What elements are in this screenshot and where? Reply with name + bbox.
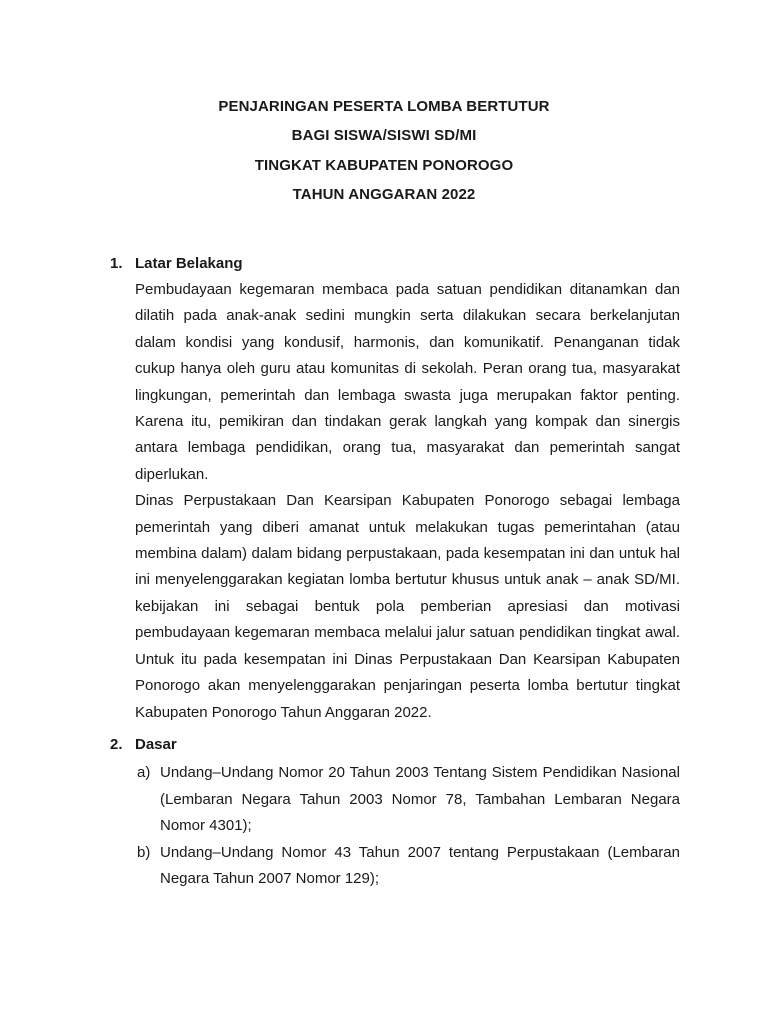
document-title	[0, 92, 768, 209]
section-heading-text: Dasar	[135, 736, 177, 753]
section-heading	[110, 250, 680, 277]
section-number: 2.	[110, 736, 123, 753]
title-line-4: TAHUN ANGGARAN 2022	[292, 185, 476, 203]
list-marker: b)	[137, 843, 151, 861]
title-line-1: PENJARINGAN PESERTA LOMBA BERTUTUR	[218, 98, 550, 115]
section-number: 1.	[110, 255, 123, 272]
list-item-text: Undang–Undang Nomor 20 Tahun 2003 Tentang Sistem Pendidikan Nasional (Lembaran Negara Tahun 2003 Nomor 78, Tambahan Lembaran Negara Nomor 4301);	[160, 764, 680, 834]
list-item	[110, 760, 680, 840]
title-line-2: BAGI SISWA/SISWI SD/MI	[291, 127, 477, 145]
section-heading-text: Latar Belakang	[135, 255, 243, 272]
title-line-3: TINGKAT KABUPATEN PONOROGO	[254, 156, 514, 174]
paragraph-1: Pembudayaan kegemaran membaca pada satuan pendidikan ditanamkan dan dilatih pada anak-anak sedini mungkin serta dilakukan secara berkelanjutan dalam kondisi yang kondusif, harmonis, dan komunikatif. Penanganan tidak cukup hanya oleh guru atau komunitas di sekolah. Peran orang tua, masyarakat lingkungan, pemerintah dan lembaga swasta juga merupakan faktor penting. Karena itu, pemikiran dan tindakan gerak langkah yang kompak dan sinergis antara lembaga pendidikan, orang tua, masyarakat dan pemerintah sangat diperlukan.	[135, 281, 680, 483]
list-marker: a)	[137, 764, 151, 781]
section-dasar	[110, 731, 680, 893]
list-item	[110, 840, 680, 893]
list-item-text: Undang–Undang Nomor 43 Tahun 2007 tentang Perpustakaan (Lembaran Negara Tahun 2007 Nomor 129);	[160, 843, 680, 887]
section-latar-belakang	[110, 250, 680, 726]
section-heading	[110, 731, 680, 758]
paragraph-2: Dinas Perpustakaan Dan Kearsipan Kabupaten Ponorogo sebagai lembaga pemerintah yang diberi amanat untuk melakukan tugas pemerintahan (atau membina dalam) dalam bidang perpustakaan, pada kesempatan ini dan untuk hal ini menyelenggarakan kegiatan lomba bertutur khusus untuk anak – anak SD/MI. kebijakan ini sebagai bentuk pola pemberian apresiasi dan motivasi pembudayaan kegemaran membaca melalui jalur satuan pendidikan tingkat awal. Untuk itu pada kesempatan ini Dinas Perpustakaan Dan Kearsipan Kabupaten Ponorogo akan menyelenggarakan penjaringan peserta lomba bertutur tingkat Kabupaten Ponorogo Tahun Anggaran 2022.	[135, 492, 680, 721]
